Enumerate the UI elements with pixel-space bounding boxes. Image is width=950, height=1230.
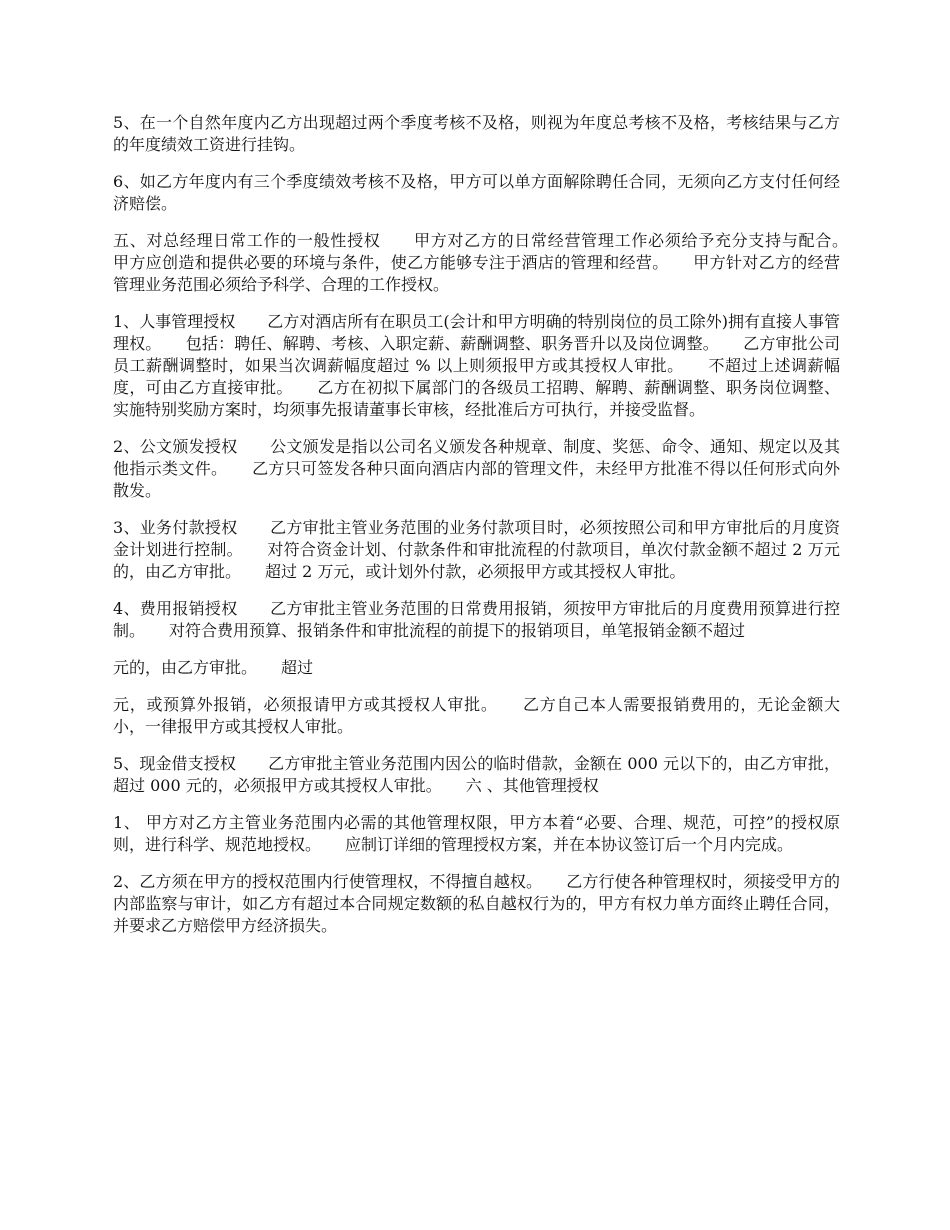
paragraph-general-authorization: 五、对总经理日常工作的一般性授权 甲方对乙方的日常经营管理工作必须给予充分支持与配合。 甲方应创造和提供必要的环境与条件，使乙方能够专注于酒店的管理和经营。 甲方针对乙方的经营管理业务范围必须给予科学、合理的工作授权。	[113, 231, 873, 294]
paragraph-other-authorization: 1、 甲方对乙方主管业务范围内必需的其他管理权限，甲方本着“必要、合理、规范，可控”的授权原则，进行科学、规范地授权。 应制订详细的管理授权方案，并在本协议签订后一个月内完成。	[113, 813, 840, 854]
paragraph-expense-overbudget: 元，或预算外报销，必须报请甲方或其授权人审批。 乙方自己本人需要报销费用的，无论金额大小，一律报甲方或其授权人审批。	[113, 695, 840, 736]
paragraph-authority-limits: 2、乙方须在甲方的授权范围内行使管理权，不得擅自越权。 乙方行使各种管理权时，须接受甲方的内部监察与审计，如乙方有超过本合同规定数额的私自越权行为的，甲方有权力单方面终止聘任合同，并要求乙方赔偿甲方经济损失。	[113, 872, 840, 935]
paragraph-personnel-authorization: 1、人事管理授权 乙方对酒店所有在职员工(会计和甲方明确的特别岗位的员工除外)拥有直接人事管理权。 包括：聘任、解聘、考核、入职定薪、薪酬调整、职务晋升以及岗位调整。 乙方审批公司员工薪酬调整时，如果当次调薪幅度超过 % 以上则须报甲方或其授权人审批。 不超过上述调薪幅度，可由乙方直接审批。 乙方在初拟下属部门的各级员工招聘、解聘、薪酬调整、职务岗位调整、实施特别奖励方案时，均须事先报请董事长审核，经批准后方可执行，并接受监督。	[113, 312, 840, 419]
paragraph-contract-termination: 6、如乙方年度内有三个季度绩效考核不及格，甲方可以单方面解除聘任合同，无须向乙方支付任何经济赔偿。	[113, 172, 840, 213]
paragraph-document-issuance: 2、公文颁发授权 公文颁发是指以公司名义颁发各种规章、制度、奖惩、命令、通知、规定以及其他指示类文件。 乙方只可签发各种只面向酒店内部的管理文件，未经甲方批准不得以任何形式向外散发。	[113, 437, 840, 500]
paragraph-cash-advance: 5、现金借支授权 乙方审批主管业务范围内因公的临时借款，金额在 000 元以下的，由乙方审批，超过 000 元的，必须报甲方或其授权人审批。 六 、其他管理授权	[113, 754, 840, 795]
document-body	[113, 112, 873, 952]
paragraph-expense-approval: 元的，由乙方审批。 超过	[113, 658, 314, 677]
paragraph-business-payment: 3、业务付款授权 乙方审批主管业务范围的业务付款项目时，必须按照公司和甲方审批后的月度资金计划进行控制。 对符合资金计划、付款条件和审批流程的付款项目，单次付款金额不超过 2 万元的，由乙方审批。 超过 2 万元，或计划外付款，必须报甲方或其授权人审批。	[113, 518, 840, 581]
paragraph-expense-reimbursement: 4、费用报销授权 乙方审批主管业务范围的日常费用报销，须按甲方审批后的月度费用预算进行控制。 对符合费用预算、报销条件和审批流程的前提下的报销项目，单笔报销金额不超过	[113, 599, 840, 640]
paragraph-quarterly-assessment: 5、在一个自然年度内乙方出现超过两个季度考核不及格，则视为年度总考核不及格，考核结果与乙方的年度绩效工资进行挂钩。	[113, 113, 840, 154]
